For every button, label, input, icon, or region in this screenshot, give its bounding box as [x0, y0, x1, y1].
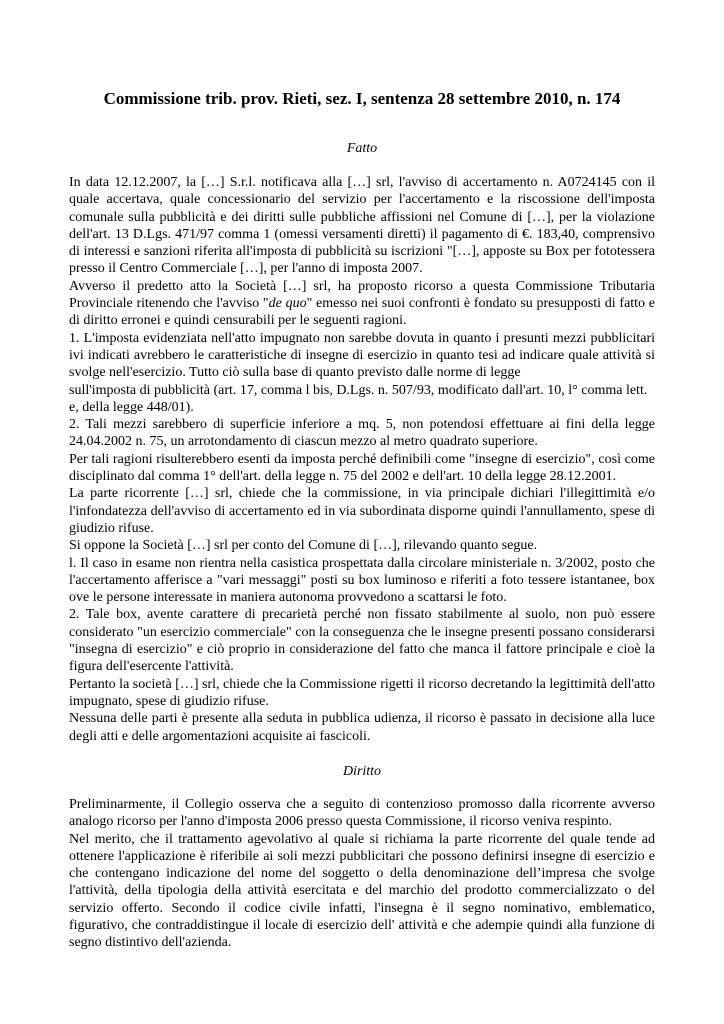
paragraph: l. Il caso in esame non rientra nella casistica prospettata dalla circolare ministeriale n. 3/2002, posto che l'accertamento afferisce a "vari messaggi" posti su box luminoso e riferiti a foto tessere istantanee, box ove le persone interessate in maniera autonoma provvedono a scattarsi le foto.: [69, 555, 655, 606]
paragraph: In data 12.12.2007, la […] S.r.l. notificava alla […] srl, l'avviso di accertamento n. A0724145 con il quale accertava, quale concessionario del servizio per l'accertamento e la riscossione dell'imposta comunale sulla pubblicità e dei diritti sulle pubbliche affissioni nel Comune di […], per la violazione dell'art. 13 D.Lgs. 471/97 comma 1 (omessi versamenti diretti) il pagamento di €. 183,40, comprensivo di interessi e sanzioni riferita all'imposta di pubblicità su iscrizioni "[…], apposte su Box per fototessera presso il Centro Commerciale […], per l'anno di imposta 2007.: [69, 175, 655, 277]
document-title: Commissione trib. prov. Rieti, sez. I, sentenza 28 settembre 2010, n. 174: [103, 89, 621, 108]
paragraph: sull'imposta di pubblicità (art. 17, comma l bis, D.Lgs. n. 507/93, modificato dall'art. 10, l° comma lett. e, della legge 448/01).: [69, 382, 648, 415]
paragraph-text: " emesso nei suoi confronti è fondato su presupposti di fatto e di diritto erronei e quindi censurabili per le seguenti ragioni.: [69, 296, 656, 329]
paragraph: Nessuna delle parti è presente alla seduta in pubblica udienza, il ricorso è passato in decisione alla luce degli atti e delle argomentazioni acquisite ai fascicoli.: [69, 711, 655, 744]
section-body-diritto: [69, 796, 655, 952]
section-body-fatto: [69, 174, 655, 745]
paragraph: [69, 278, 655, 330]
paragraph: Preliminarmente, il Collegio osserva che a seguito di contenzioso promosso dalla ricorrente avverso analogo ricorso per l'anno d'imposta 2006 presso questa Commissione, il ricorso veniva respinto.: [69, 797, 655, 830]
section-heading-fatto: Fatto: [346, 141, 378, 156]
paragraph: 2. Tali mezzi sarebbero di superficie inferiore a mq. 5, non potendosi effettuare ai fini della legge 24.04.2002 n. 75, un arrotondamento di ciascun mezzo al metro quadrato superiore.: [69, 417, 655, 450]
paragraph: Si oppone la Società […] srl per conto del Comune di […], rilevando quanto segue.: [69, 538, 538, 554]
paragraph: Pertanto la società […] srl, chiede che la Commissione rigetti il ricorso decretando la legittimità dell'atto impugnato, spese di giudizio rifuse.: [69, 676, 655, 709]
paragraph: 2. Tale box, avente carattere di precarietà perché non fissato stabilmente al suolo, non può essere considerato "un esercizio commerciale" con la conseguenza che le insegne presenti possano considerarsi "insegna di esercizio" e ciò proprio in considerazione del fatto che manca il fattore principale e cioè la figura dell'esercente l'attività.: [69, 607, 655, 675]
paragraph: Nel merito, che il trattamento agevolativo al quale si richiama la parte ricorrente del quale tende ad ottenere l'applicazione è riferibile ai soli mezzi pubblicitari che possono definirsi insegne di esercizio e che contengano indicazione del nome del soggetto o della denominazione dell’impresa che svolge l'attività, della tipologia della attività esercitata e del marchio del prodotto commercializzato o del servizio offerto. Secondo il codice civile infatti, l'insegna è il segno nominativo, emblematico, figurativo, che contraddistingue il locale di esercizio dell' attività e che adempie quindi alla funzione di segno distintivo dell'azienda.: [69, 831, 655, 951]
paragraph: Per tali ragioni risulterebbero esenti da imposta perché definibili come "insegne di esercizio", così come disciplinato dal comma 1° dell'art. della legge n. 75 del 2002 e dell'art. 10 della legge 28.12.2001.: [69, 451, 655, 485]
italic-phrase: de quo: [268, 296, 307, 312]
section-heading-diritto: Diritto: [342, 764, 382, 779]
paragraph: 1. L'imposta evidenziata nell'atto impugnato non sarebbe dovuta in quanto i presunti mezzi pubblicitari ivi indicati avrebbero le caratteristiche di insegne di esercizio in quanto tesi ad indicare quale attività si svolge nell'esercizio. Tutto ciò sulla base di quanto previsto dalle norme di legge: [69, 330, 655, 381]
paragraph: La parte ricorrente […] srl, chiede che la commissione, in via principale dichiari l'illegittimità e/o l'infondatezza dell'avviso di accertamento ed in via subordinata disporne quindi l'annullamento, spese di giudizio rifuse.: [69, 486, 655, 536]
paragraph-text: Avverso il predetto atto la Società […] srl, ha proposto ricorso a questa Commissione Tributaria Provinciale ritenendo che l'avviso ": [69, 278, 655, 312]
